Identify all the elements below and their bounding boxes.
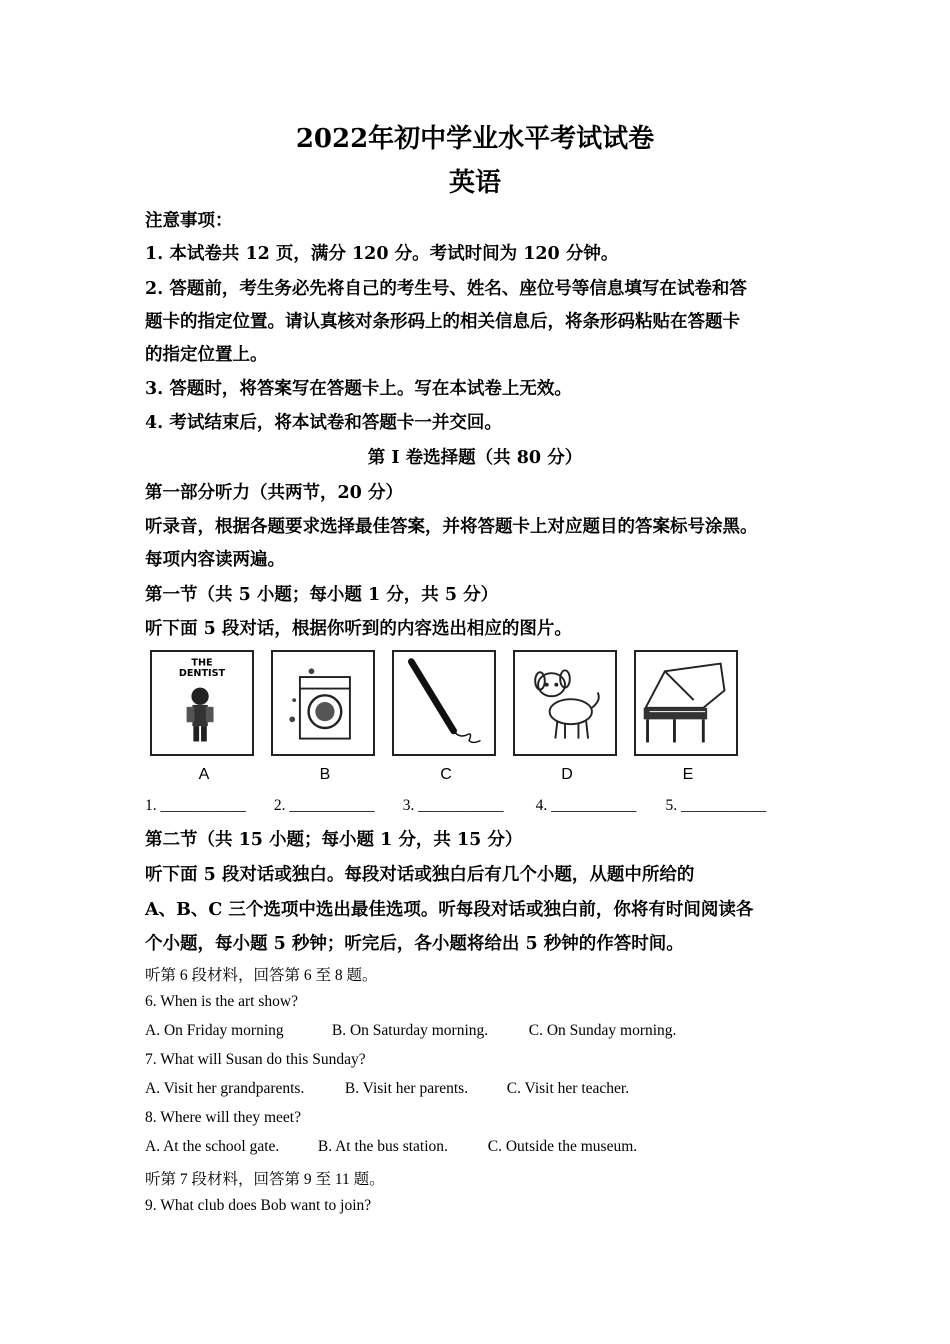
- answer-blank-1[interactable]: 1. ___________: [145, 797, 246, 814]
- picture-options: [150, 650, 750, 790]
- option-b[interactable]: B. Visit her parents.: [344, 1080, 469, 1097]
- picture-label: E: [682, 766, 694, 783]
- exam-title: 2022年初中学业水平考试试卷: [295, 124, 655, 154]
- option-a[interactable]: A. At the school gate.: [145, 1138, 280, 1155]
- piano-icon: [636, 652, 736, 754]
- option-b[interactable]: B. At the bus station.: [317, 1138, 448, 1155]
- answer-blank-5[interactable]: 5. ___________: [665, 797, 767, 814]
- material-7-note: 听第 7 段材料，回答第 9 至 11 题。: [145, 1171, 385, 1188]
- part1-instruction: 每项内容读两遍。: [145, 550, 285, 570]
- question-8-options: [145, 1138, 637, 1156]
- dentist-caption-1: THE: [191, 657, 213, 669]
- dog-icon: [515, 652, 615, 754]
- section1-heading: 第一节（共 5 小题；每小题 1 分，共 5 分）: [145, 585, 499, 605]
- option-c[interactable]: C. Visit her teacher.: [506, 1080, 630, 1097]
- option-a[interactable]: A. Visit her grandparents.: [145, 1080, 305, 1097]
- picture-label: B: [319, 766, 331, 783]
- section2-heading: 第二节（共 15 小题；每小题 1 分，共 15 分）: [145, 830, 523, 850]
- picture-label: D: [561, 766, 573, 783]
- question-7: 7. What will Susan do this Sunday?: [145, 1051, 366, 1068]
- answer-blank-2[interactable]: 2. ___________: [273, 797, 375, 814]
- pen-icon: [394, 652, 494, 754]
- picture-b: [271, 650, 375, 783]
- answer-blank-4[interactable]: 4. ___________: [535, 797, 637, 814]
- picture-label: A: [198, 766, 210, 783]
- answer-blank-3[interactable]: 3. ___________: [402, 797, 504, 814]
- note-item: 2. 答题前，考生务必先将自己的考生号、姓名、座位号等信息填写在试卷和答: [145, 279, 747, 299]
- note-item: 3. 答题时，将答案写在答题卡上。写在本试卷上无效。: [145, 379, 572, 399]
- question-9: 9. What club does Bob want to join?: [145, 1197, 372, 1214]
- option-c[interactable]: C. Outside the museum.: [487, 1138, 638, 1155]
- note-item: 的指定位置上。: [145, 345, 268, 365]
- picture-d: [513, 650, 617, 783]
- picture-c: [392, 650, 496, 783]
- option-b[interactable]: B. On Saturday morning.: [331, 1022, 489, 1039]
- washing-machine-icon: [273, 652, 373, 754]
- question-6-options: [145, 1022, 676, 1040]
- question-6: 6. When is the art show?: [145, 993, 298, 1010]
- note-item: 1. 本试卷共 12 页，满分 120 分。考试时间为 120 分钟。: [145, 244, 619, 264]
- section2-instruction: 听下面 5 段对话或独白。每段对话或独白后有几个小题，从题中所给的: [145, 865, 695, 885]
- exam-subject: 英语: [448, 168, 501, 198]
- picture-e: [634, 650, 738, 783]
- option-a[interactable]: A. On Friday morning: [145, 1022, 284, 1039]
- note-item: 4. 考试结束后，将本试卷和答题卡一并交回。: [145, 413, 502, 433]
- dentist-caption-2: DENTIST: [178, 668, 226, 680]
- material-6-note: 听第 6 段材料，回答第 6 至 8 题。: [145, 967, 378, 984]
- picture-label: C: [440, 766, 452, 783]
- answer-blanks: [145, 797, 766, 815]
- option-c[interactable]: C. On Sunday morning.: [528, 1022, 677, 1039]
- section1-instruction: 听下面 5 段对话，根据你听到的内容选出相应的图片。: [145, 619, 572, 639]
- dentist-icon: [152, 652, 252, 754]
- volume-heading: 第 I 卷选择题（共 80 分）: [367, 448, 583, 468]
- section2-instruction: 个小题，每小题 5 秒钟；听完后，各小题将给出 5 秒钟的作答时间。: [145, 934, 684, 954]
- question-8: 8. Where will they meet?: [145, 1109, 301, 1126]
- part1-instruction: 听录音，根据各题要求选择最佳答案，并将答题卡上对应题目的答案标号涂黑。: [145, 517, 758, 537]
- section2-instruction: A、B、C 三个选项中选出最佳选项。听每段对话或独白前，你将有时间阅读各: [145, 900, 754, 920]
- notes-heading: 注意事项：: [145, 211, 233, 231]
- part1-heading: 第一部分听力（共两节，20 分）: [145, 483, 403, 503]
- question-7-options: [145, 1080, 629, 1098]
- picture-a: [150, 650, 254, 783]
- note-item: 题卡的指定位置。请认真核对条形码上的相关信息后，将条形码粘贴在答题卡: [145, 312, 740, 332]
